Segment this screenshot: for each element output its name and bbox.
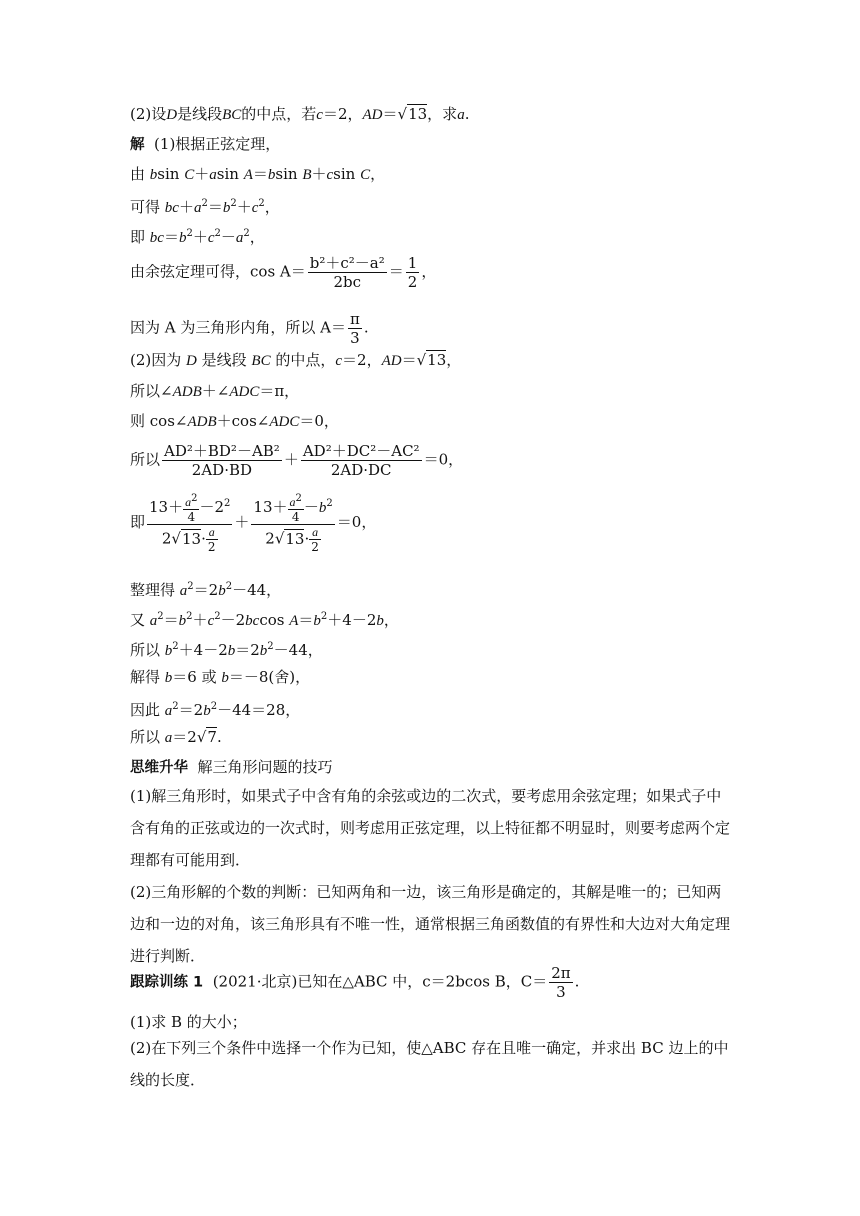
think-paragraph-1: (1)解三角形时，如果式子中含有角的余弦或边的二次式，要考虑用余弦定理；如果式子中含有角的正弦或边的一次式时，则考虑用正弦定理，以上特征都不明显时，则要考虑两个定理都有可能用到． [130, 787, 731, 869]
training-item-2: (2)在下列三个条件中选择一个作为已知，使△ABC 存在且唯一确定，并求出 BC 边上的中线的长度． [130, 1039, 729, 1089]
fraction-cos-a: $\frac{\text{b²＋c²－a²}}{2bc}$ [309, 254, 385, 291]
question-2: (2)设D是线段BC的中点，若c＝2，AD＝√13，求a. [130, 105, 470, 123]
solution-line-16: 因此 $a^2=2b^2-44=28$， [130, 701, 301, 719]
fraction-one-half: $\frac{1}{2}$ [407, 254, 418, 291]
solution-line-8: 所以∠ADB＋∠ADC＝π， [130, 382, 300, 400]
think-heading: 思维升华 解三角形问题的技巧 [130, 758, 333, 776]
training-item-1: (1)求 B 的大小； [130, 1013, 247, 1031]
solution-line-5: 由余弦定理可得，cos A＝ $\frac{\text{b²＋c²－a²}}{2bc}$ ＝ $\frac{1}{2}$ ， [130, 254, 437, 291]
fraction-compound-1: 13＋ $\frac{a^2}{4}$ $-2^2$ 2√13· $\frac{a}{2}$ [149, 493, 231, 554]
solution-line-10: 所以 $\frac{\text{AD²＋BD²－AB²}}{2AD\cdot BD}$ ＋ $\frac{\text{AD²＋DC²－AC²}}{2AD\cdot DC}$ ＝0， [130, 442, 464, 479]
fraction-compound-2: 13＋ $\frac{a^2}{4}$ $-b^2$ 2√13· $\frac{a}{2}$ [253, 493, 333, 554]
solution-line-9: 则 cos∠ADB＋cos∠ADC＝0， [130, 412, 339, 430]
solution-line-15: 解得 b＝6 或 b＝－8(舍)， [130, 668, 311, 686]
solution-line-7: (2)因为 D 是线段 BC 的中点，c＝2，AD＝√13， [130, 351, 462, 369]
think-paragraph-2: (2)三角形解的个数的判断：已知两角和一边，该三角形是确定的，其解是唯一的；已知两边和一边的对角，该三角形具有不唯一性，通常根据三角函数值的有界性和大边对大角定理进行判断． [130, 883, 731, 965]
solution-line-2: 由 bsin C＋asin A＝bsin B＋csin C， [130, 165, 386, 183]
solution-line-6: 因为 A 为三角形内角，所以 A＝ $\frac{\pi}{3}$ . [130, 310, 369, 347]
training-line: 跟踪训练 1 (2021·北京)已知在△ABC 中，c＝2bcos B，C＝ $\frac{2\pi}{3}$ . [130, 964, 580, 1001]
training-label: 跟踪训练 1 [130, 974, 204, 991]
fraction-pi-3: $\frac{\pi}{3}$ [349, 310, 360, 347]
solution-line-11: 即 13＋ $\frac{a^2}{4}$ $-2^2$ 2√13· $\frac{a}{2}$ ＋ 13＋ $\frac{a^2}{4}$ $-b^2$ 2√13· $\frac{a}{2}$ ＝0， [130, 493, 377, 554]
solution-line-13: 又 $a^2=b^2+c^2-2bccos$ $A=b^2+4-2b$， [130, 611, 399, 629]
fraction-2pi-3: $\frac{2\pi}{3}$ [551, 964, 571, 1001]
solution-label: 解 [130, 137, 145, 153]
solution-line-4: 即 $bc=b^2+c^2-a^2$， [130, 228, 265, 246]
solution-line-12: 整理得 $a^2=2b^2-44$， [130, 581, 282, 599]
solution-line-14: 所以 $b^2+4-2b=2b^2-44$， [130, 641, 323, 659]
solution-line-1: 解 (1)根据正弦定理， [130, 135, 281, 153]
fraction-adb: $\frac{\text{AD²＋BD²－AB²}}{2AD\cdot BD}$ [164, 442, 280, 479]
fraction-adc: $\frac{\text{AD²＋DC²－AC²}}{2AD\cdot DC}$ [302, 442, 420, 479]
solution-line-17: 所以 a＝2√7. [130, 728, 222, 746]
solution-line-3: 可得 $bc+a^2=b^2+c^2$， [130, 198, 280, 216]
